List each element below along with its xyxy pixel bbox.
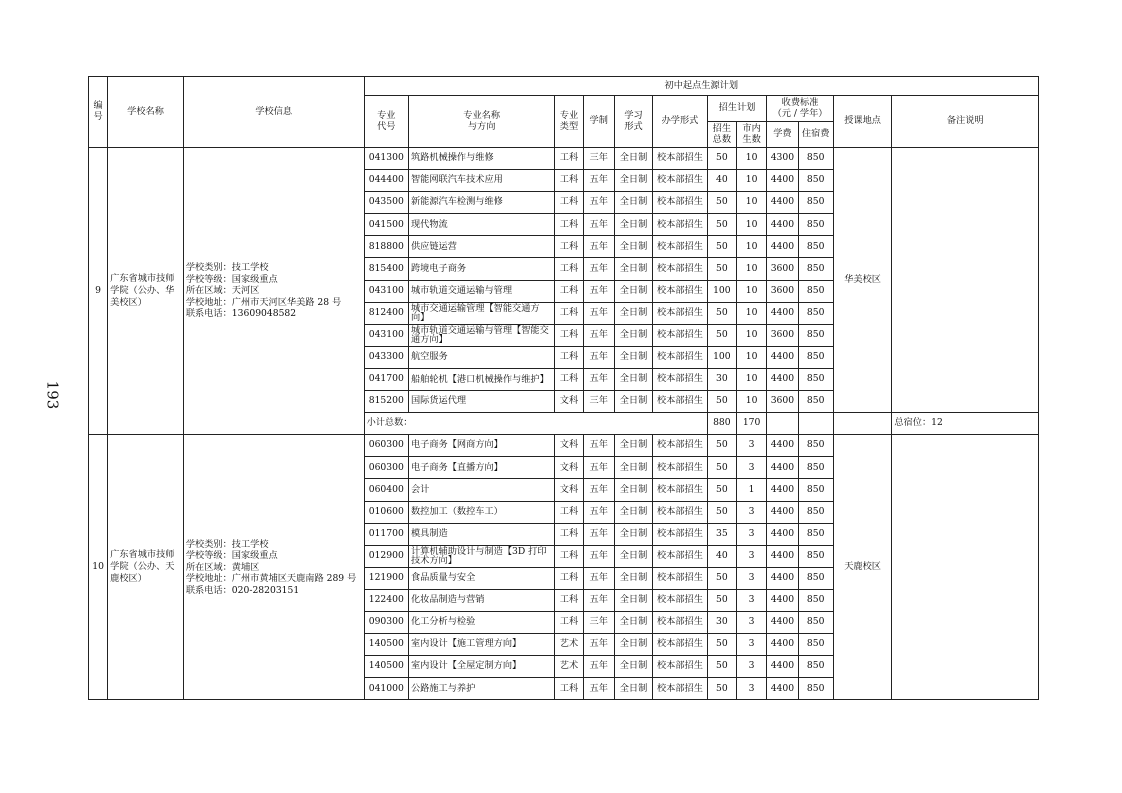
enroll-city: 10 (736, 214, 766, 236)
tuition: 4400 (767, 236, 798, 258)
study-form: 全日制 (614, 656, 652, 678)
enroll-total: 50 (707, 258, 736, 280)
enroll-city: 3 (736, 678, 766, 700)
major-type: 艺术 (555, 656, 583, 678)
major-type: 工科 (555, 611, 583, 633)
duration: 五年 (583, 589, 614, 611)
enroll-city: 3 (736, 589, 766, 611)
page-number: 193 (43, 380, 62, 410)
run-form: 校本部招生 (653, 678, 708, 700)
major-type: 工科 (555, 501, 583, 523)
enroll-city: 10 (736, 368, 766, 390)
lodging: 850 (798, 589, 833, 611)
header-study-form: 学习 形式 (614, 96, 652, 148)
tuition: 4400 (767, 567, 798, 589)
study-form: 全日制 (614, 214, 652, 236)
duration: 三年 (583, 611, 614, 633)
duration: 五年 (583, 346, 614, 368)
school-number: 9 (89, 148, 108, 435)
major-code: 041300 (364, 148, 408, 170)
tuition: 3600 (767, 391, 798, 413)
study-form: 全日制 (614, 148, 652, 170)
header-remark: 备注说明 (892, 96, 1039, 148)
run-form: 校本部招生 (653, 545, 708, 567)
major-name: 智能网联汽车技术应用 (408, 170, 554, 192)
major-code: 140500 (364, 656, 408, 678)
duration: 三年 (583, 148, 614, 170)
lodging: 850 (798, 567, 833, 589)
enroll-total: 50 (707, 656, 736, 678)
major-type: 工科 (555, 545, 583, 567)
lodging: 850 (798, 170, 833, 192)
duration: 五年 (583, 656, 614, 678)
tuition: 4300 (767, 148, 798, 170)
major-name: 跨境电子商务 (408, 258, 554, 280)
header-school-name: 学校名称 (108, 77, 184, 148)
duration: 五年 (583, 368, 614, 390)
major-code: 121900 (364, 567, 408, 589)
study-form: 全日制 (614, 479, 652, 501)
header-fee-standard: 收费标准 （元 / 学年） (767, 96, 834, 122)
subtotal-lodging (798, 413, 833, 435)
study-form: 全日制 (614, 589, 652, 611)
enroll-total: 100 (707, 346, 736, 368)
major-name: 公路施工与养护 (408, 678, 554, 700)
tuition: 4400 (767, 589, 798, 611)
major-code: 043100 (364, 280, 408, 302)
run-form: 校本部招生 (653, 280, 708, 302)
subtotal-label: 小计总数： (364, 413, 707, 435)
header-group-title: 初中起点生源计划 (364, 77, 1038, 96)
lodging: 850 (798, 148, 833, 170)
enroll-city: 10 (736, 258, 766, 280)
major-type: 工科 (555, 192, 583, 214)
major-code: 043300 (364, 346, 408, 368)
major-type: 艺术 (555, 634, 583, 656)
enroll-city: 3 (736, 501, 766, 523)
lodging: 850 (798, 545, 833, 567)
school-name: 广东省城市技师学院（公办、华美校区） (108, 148, 184, 435)
major-name: 船舶轮机【港口机械操作与维护】 (408, 368, 554, 390)
run-form: 校本部招生 (653, 634, 708, 656)
run-form: 校本部招生 (653, 170, 708, 192)
tuition: 4400 (767, 302, 798, 324)
header-school-info: 学校信息 (183, 77, 364, 148)
major-type: 工科 (555, 258, 583, 280)
enroll-total: 50 (707, 192, 736, 214)
header-duration: 学制 (583, 96, 614, 148)
major-code: 060300 (364, 457, 408, 479)
lodging: 850 (798, 214, 833, 236)
tuition: 4400 (767, 545, 798, 567)
major-name: 电子商务【网商方向】 (408, 435, 554, 457)
subtotal-remark: 总宿位：12 (892, 413, 1039, 435)
major-code: 010600 (364, 501, 408, 523)
school-info-line: 联系电话：020-28203151 (185, 584, 300, 596)
teaching-location: 天鹿校区 (833, 435, 892, 700)
tuition: 4400 (767, 435, 798, 457)
major-code: 060300 (364, 435, 408, 457)
major-name: 航空服务 (408, 346, 554, 368)
enroll-total: 30 (707, 611, 736, 633)
enroll-city: 3 (736, 611, 766, 633)
enroll-total: 50 (707, 324, 736, 346)
school-info-line: 学校地址：广州市黄埔区天鹿南路 289 号 (185, 573, 357, 585)
study-form: 全日制 (614, 457, 652, 479)
major-name: 食品质量与安全 (408, 567, 554, 589)
study-form: 全日制 (614, 501, 652, 523)
run-form: 校本部招生 (653, 324, 708, 346)
major-name: 室内设计【施工管理方向】 (408, 634, 554, 656)
enroll-total: 50 (707, 589, 736, 611)
enroll-city: 10 (736, 391, 766, 413)
enroll-city: 3 (736, 656, 766, 678)
run-form: 校本部招生 (653, 567, 708, 589)
subtotal-location (833, 413, 892, 435)
major-code: 011700 (364, 523, 408, 545)
enroll-total: 50 (707, 391, 736, 413)
lodging: 850 (798, 302, 833, 324)
duration: 三年 (583, 391, 614, 413)
enroll-total: 50 (707, 678, 736, 700)
tuition: 4400 (767, 346, 798, 368)
duration: 五年 (583, 435, 614, 457)
duration: 五年 (583, 457, 614, 479)
run-form: 校本部招生 (653, 611, 708, 633)
major-name: 会计 (408, 479, 554, 501)
duration: 五年 (583, 280, 614, 302)
duration: 五年 (583, 501, 614, 523)
study-form: 全日制 (614, 170, 652, 192)
study-form: 全日制 (614, 545, 652, 567)
enroll-total: 40 (707, 170, 736, 192)
enroll-city: 10 (736, 280, 766, 302)
major-type: 工科 (555, 236, 583, 258)
duration: 五年 (583, 567, 614, 589)
school-info (183, 148, 364, 435)
major-name: 计算机辅助设计与制造【3D 打印技术方向】 (408, 545, 554, 567)
major-name: 城市交通运输管理【智能交通方向】 (408, 302, 554, 324)
lodging: 850 (798, 523, 833, 545)
enroll-city: 1 (736, 479, 766, 501)
run-form: 校本部招生 (653, 523, 708, 545)
remark-cell (892, 148, 1039, 413)
tuition: 4400 (767, 523, 798, 545)
run-form: 校本部招生 (653, 457, 708, 479)
duration: 五年 (583, 302, 614, 324)
duration: 五年 (583, 634, 614, 656)
lodging: 850 (798, 479, 833, 501)
major-type: 工科 (555, 170, 583, 192)
major-type: 工科 (555, 324, 583, 346)
study-form: 全日制 (614, 302, 652, 324)
enroll-city: 10 (736, 192, 766, 214)
major-name: 室内设计【全屋定制方向】 (408, 656, 554, 678)
header-city: 市内 生数 (736, 122, 766, 148)
tuition: 3600 (767, 258, 798, 280)
subtotal-total: 880 (707, 413, 736, 435)
enroll-city: 10 (736, 324, 766, 346)
lodging: 850 (798, 192, 833, 214)
major-type: 工科 (555, 346, 583, 368)
enroll-city: 3 (736, 523, 766, 545)
study-form: 全日制 (614, 192, 652, 214)
enroll-city: 3 (736, 634, 766, 656)
enroll-city: 10 (736, 148, 766, 170)
major-name: 电子商务【直播方向】 (408, 457, 554, 479)
major-code: 090300 (364, 611, 408, 633)
subtotal-city: 170 (736, 413, 766, 435)
major-name: 城市轨道交通运输与管理【智能交通方向】 (408, 324, 554, 346)
major-code: 140500 (364, 634, 408, 656)
enroll-city: 10 (736, 302, 766, 324)
major-code: 043500 (364, 192, 408, 214)
school-info-line: 学校类别：技工学校 (185, 262, 269, 274)
enroll-city: 10 (736, 170, 766, 192)
major-name: 新能源汽车检测与维修 (408, 192, 554, 214)
tuition: 4400 (767, 368, 798, 390)
major-code: 815400 (364, 258, 408, 280)
major-code: 012900 (364, 545, 408, 567)
run-form: 校本部招生 (653, 214, 708, 236)
major-code: 812400 (364, 302, 408, 324)
major-name: 模具制造 (408, 523, 554, 545)
enroll-city: 3 (736, 435, 766, 457)
duration: 五年 (583, 192, 614, 214)
study-form: 全日制 (614, 346, 652, 368)
enroll-total: 50 (707, 214, 736, 236)
study-form: 全日制 (614, 678, 652, 700)
major-type: 文科 (555, 435, 583, 457)
tuition: 4400 (767, 192, 798, 214)
enroll-total: 40 (707, 545, 736, 567)
major-name: 城市轨道交通运输与管理 (408, 280, 554, 302)
study-form: 全日制 (614, 236, 652, 258)
major-code: 041000 (364, 678, 408, 700)
major-type: 文科 (555, 457, 583, 479)
lodging: 850 (798, 435, 833, 457)
study-form: 全日制 (614, 258, 652, 280)
major-type: 文科 (555, 391, 583, 413)
run-form: 校本部招生 (653, 656, 708, 678)
major-type: 工科 (555, 214, 583, 236)
study-form: 全日制 (614, 280, 652, 302)
study-form: 全日制 (614, 435, 652, 457)
lodging: 850 (798, 634, 833, 656)
header-major-code: 专业 代号 (364, 96, 408, 148)
enroll-total: 50 (707, 634, 736, 656)
run-form: 校本部招生 (653, 501, 708, 523)
run-form: 校本部招生 (653, 391, 708, 413)
lodging: 850 (798, 324, 833, 346)
enroll-total: 50 (707, 236, 736, 258)
enroll-total: 35 (707, 523, 736, 545)
enroll-total: 50 (707, 457, 736, 479)
major-type: 工科 (555, 148, 583, 170)
school-info-line: 学校等级：国家级重点 (185, 550, 278, 562)
run-form: 校本部招生 (653, 302, 708, 324)
run-form: 校本部招生 (653, 346, 708, 368)
tuition: 4400 (767, 457, 798, 479)
school-number: 10 (89, 435, 108, 700)
tuition: 4400 (767, 678, 798, 700)
enroll-city: 3 (736, 457, 766, 479)
study-form: 全日制 (614, 368, 652, 390)
school-info-line: 学校等级：国家级重点 (185, 273, 278, 285)
tuition: 4400 (767, 611, 798, 633)
major-name: 数控加工（数控车工） (408, 501, 554, 523)
major-code: 818800 (364, 236, 408, 258)
lodging: 850 (798, 678, 833, 700)
major-name: 现代物流 (408, 214, 554, 236)
tuition: 4400 (767, 501, 798, 523)
enroll-city: 3 (736, 545, 766, 567)
major-name: 化工分析与检验 (408, 611, 554, 633)
lodging: 850 (798, 391, 833, 413)
run-form: 校本部招生 (653, 435, 708, 457)
school-info-line: 所在区域：黄埔区 (185, 561, 260, 573)
major-type: 工科 (555, 523, 583, 545)
duration: 五年 (583, 170, 614, 192)
enroll-total: 50 (707, 148, 736, 170)
duration: 五年 (583, 258, 614, 280)
tuition: 4400 (767, 479, 798, 501)
run-form: 校本部招生 (653, 368, 708, 390)
table-header (89, 77, 1039, 148)
lodging: 850 (798, 258, 833, 280)
enroll-total: 50 (707, 435, 736, 457)
study-form: 全日制 (614, 523, 652, 545)
school-info-line: 学校地址：广州市天河区华美路 28 号 (185, 296, 342, 308)
major-type: 工科 (555, 280, 583, 302)
tuition: 4400 (767, 214, 798, 236)
school-info-line: 学校类别：技工学校 (185, 538, 269, 550)
header-enroll-plan: 招生计划 (707, 96, 767, 122)
major-name: 化妆品制造与营销 (408, 589, 554, 611)
header-lodging: 住宿费 (798, 122, 833, 148)
tuition: 4400 (767, 170, 798, 192)
duration: 五年 (583, 236, 614, 258)
table-row (89, 435, 1039, 457)
run-form: 校本部招生 (653, 236, 708, 258)
tuition: 3600 (767, 280, 798, 302)
enroll-total: 50 (707, 479, 736, 501)
study-form: 全日制 (614, 324, 652, 346)
lodging: 850 (798, 280, 833, 302)
duration: 五年 (583, 324, 614, 346)
duration: 五年 (583, 523, 614, 545)
run-form: 校本部招生 (653, 479, 708, 501)
major-code: 060400 (364, 479, 408, 501)
header-total: 招生 总数 (707, 122, 736, 148)
lodging: 850 (798, 457, 833, 479)
lodging: 850 (798, 368, 833, 390)
major-name: 供应链运营 (408, 236, 554, 258)
header-tuition: 学费 (767, 122, 798, 148)
run-form: 校本部招生 (653, 192, 708, 214)
teaching-location: 华美校区 (833, 148, 892, 413)
duration: 五年 (583, 678, 614, 700)
header-location: 授课地点 (833, 96, 892, 148)
school-info (183, 435, 364, 700)
major-type: 工科 (555, 678, 583, 700)
remark-cell (892, 435, 1039, 700)
major-code: 041500 (364, 214, 408, 236)
tuition: 3600 (767, 324, 798, 346)
run-form: 校本部招生 (653, 589, 708, 611)
enroll-city: 10 (736, 346, 766, 368)
school-info-line: 所在区域：天河区 (185, 285, 260, 297)
major-name: 国际货运代理 (408, 391, 554, 413)
major-type: 工科 (555, 302, 583, 324)
header-no: 编 号 (89, 77, 108, 148)
subtotal-tuition (767, 413, 798, 435)
lodging: 850 (798, 236, 833, 258)
school-name: 广东省城市技师学院（公办、天鹿校区） (108, 435, 184, 700)
lodging: 850 (798, 501, 833, 523)
lodging: 850 (798, 346, 833, 368)
major-code: 043100 (364, 324, 408, 346)
major-code: 044400 (364, 170, 408, 192)
major-code: 815200 (364, 391, 408, 413)
tuition: 4400 (767, 634, 798, 656)
major-type: 文科 (555, 479, 583, 501)
table-body (89, 148, 1039, 700)
duration: 五年 (583, 545, 614, 567)
enroll-city: 3 (736, 567, 766, 589)
header-major-type: 专业 类型 (555, 96, 583, 148)
enroll-city: 10 (736, 236, 766, 258)
school-info-line: 联系电话：13609048582 (185, 308, 297, 320)
major-code: 122400 (364, 589, 408, 611)
study-form: 全日制 (614, 611, 652, 633)
major-type: 工科 (555, 368, 583, 390)
tuition: 4400 (767, 656, 798, 678)
enroll-total: 50 (707, 501, 736, 523)
lodging: 850 (798, 611, 833, 633)
header-run-form: 办学形式 (653, 96, 708, 148)
enroll-total: 50 (707, 567, 736, 589)
study-form: 全日制 (614, 567, 652, 589)
enrollment-plan-table (88, 76, 1039, 700)
duration: 五年 (583, 479, 614, 501)
enroll-total: 30 (707, 368, 736, 390)
major-code: 041700 (364, 368, 408, 390)
run-form: 校本部招生 (653, 258, 708, 280)
major-type: 工科 (555, 567, 583, 589)
header-major-name: 专业名称 与方向 (408, 96, 554, 148)
enroll-total: 50 (707, 302, 736, 324)
study-form: 全日制 (614, 391, 652, 413)
run-form: 校本部招生 (653, 148, 708, 170)
lodging: 850 (798, 656, 833, 678)
major-type: 工科 (555, 589, 583, 611)
enroll-total: 100 (707, 280, 736, 302)
major-name: 筑路机械操作与维修 (408, 148, 554, 170)
study-form: 全日制 (614, 634, 652, 656)
duration: 五年 (583, 214, 614, 236)
table-row (89, 148, 1039, 170)
